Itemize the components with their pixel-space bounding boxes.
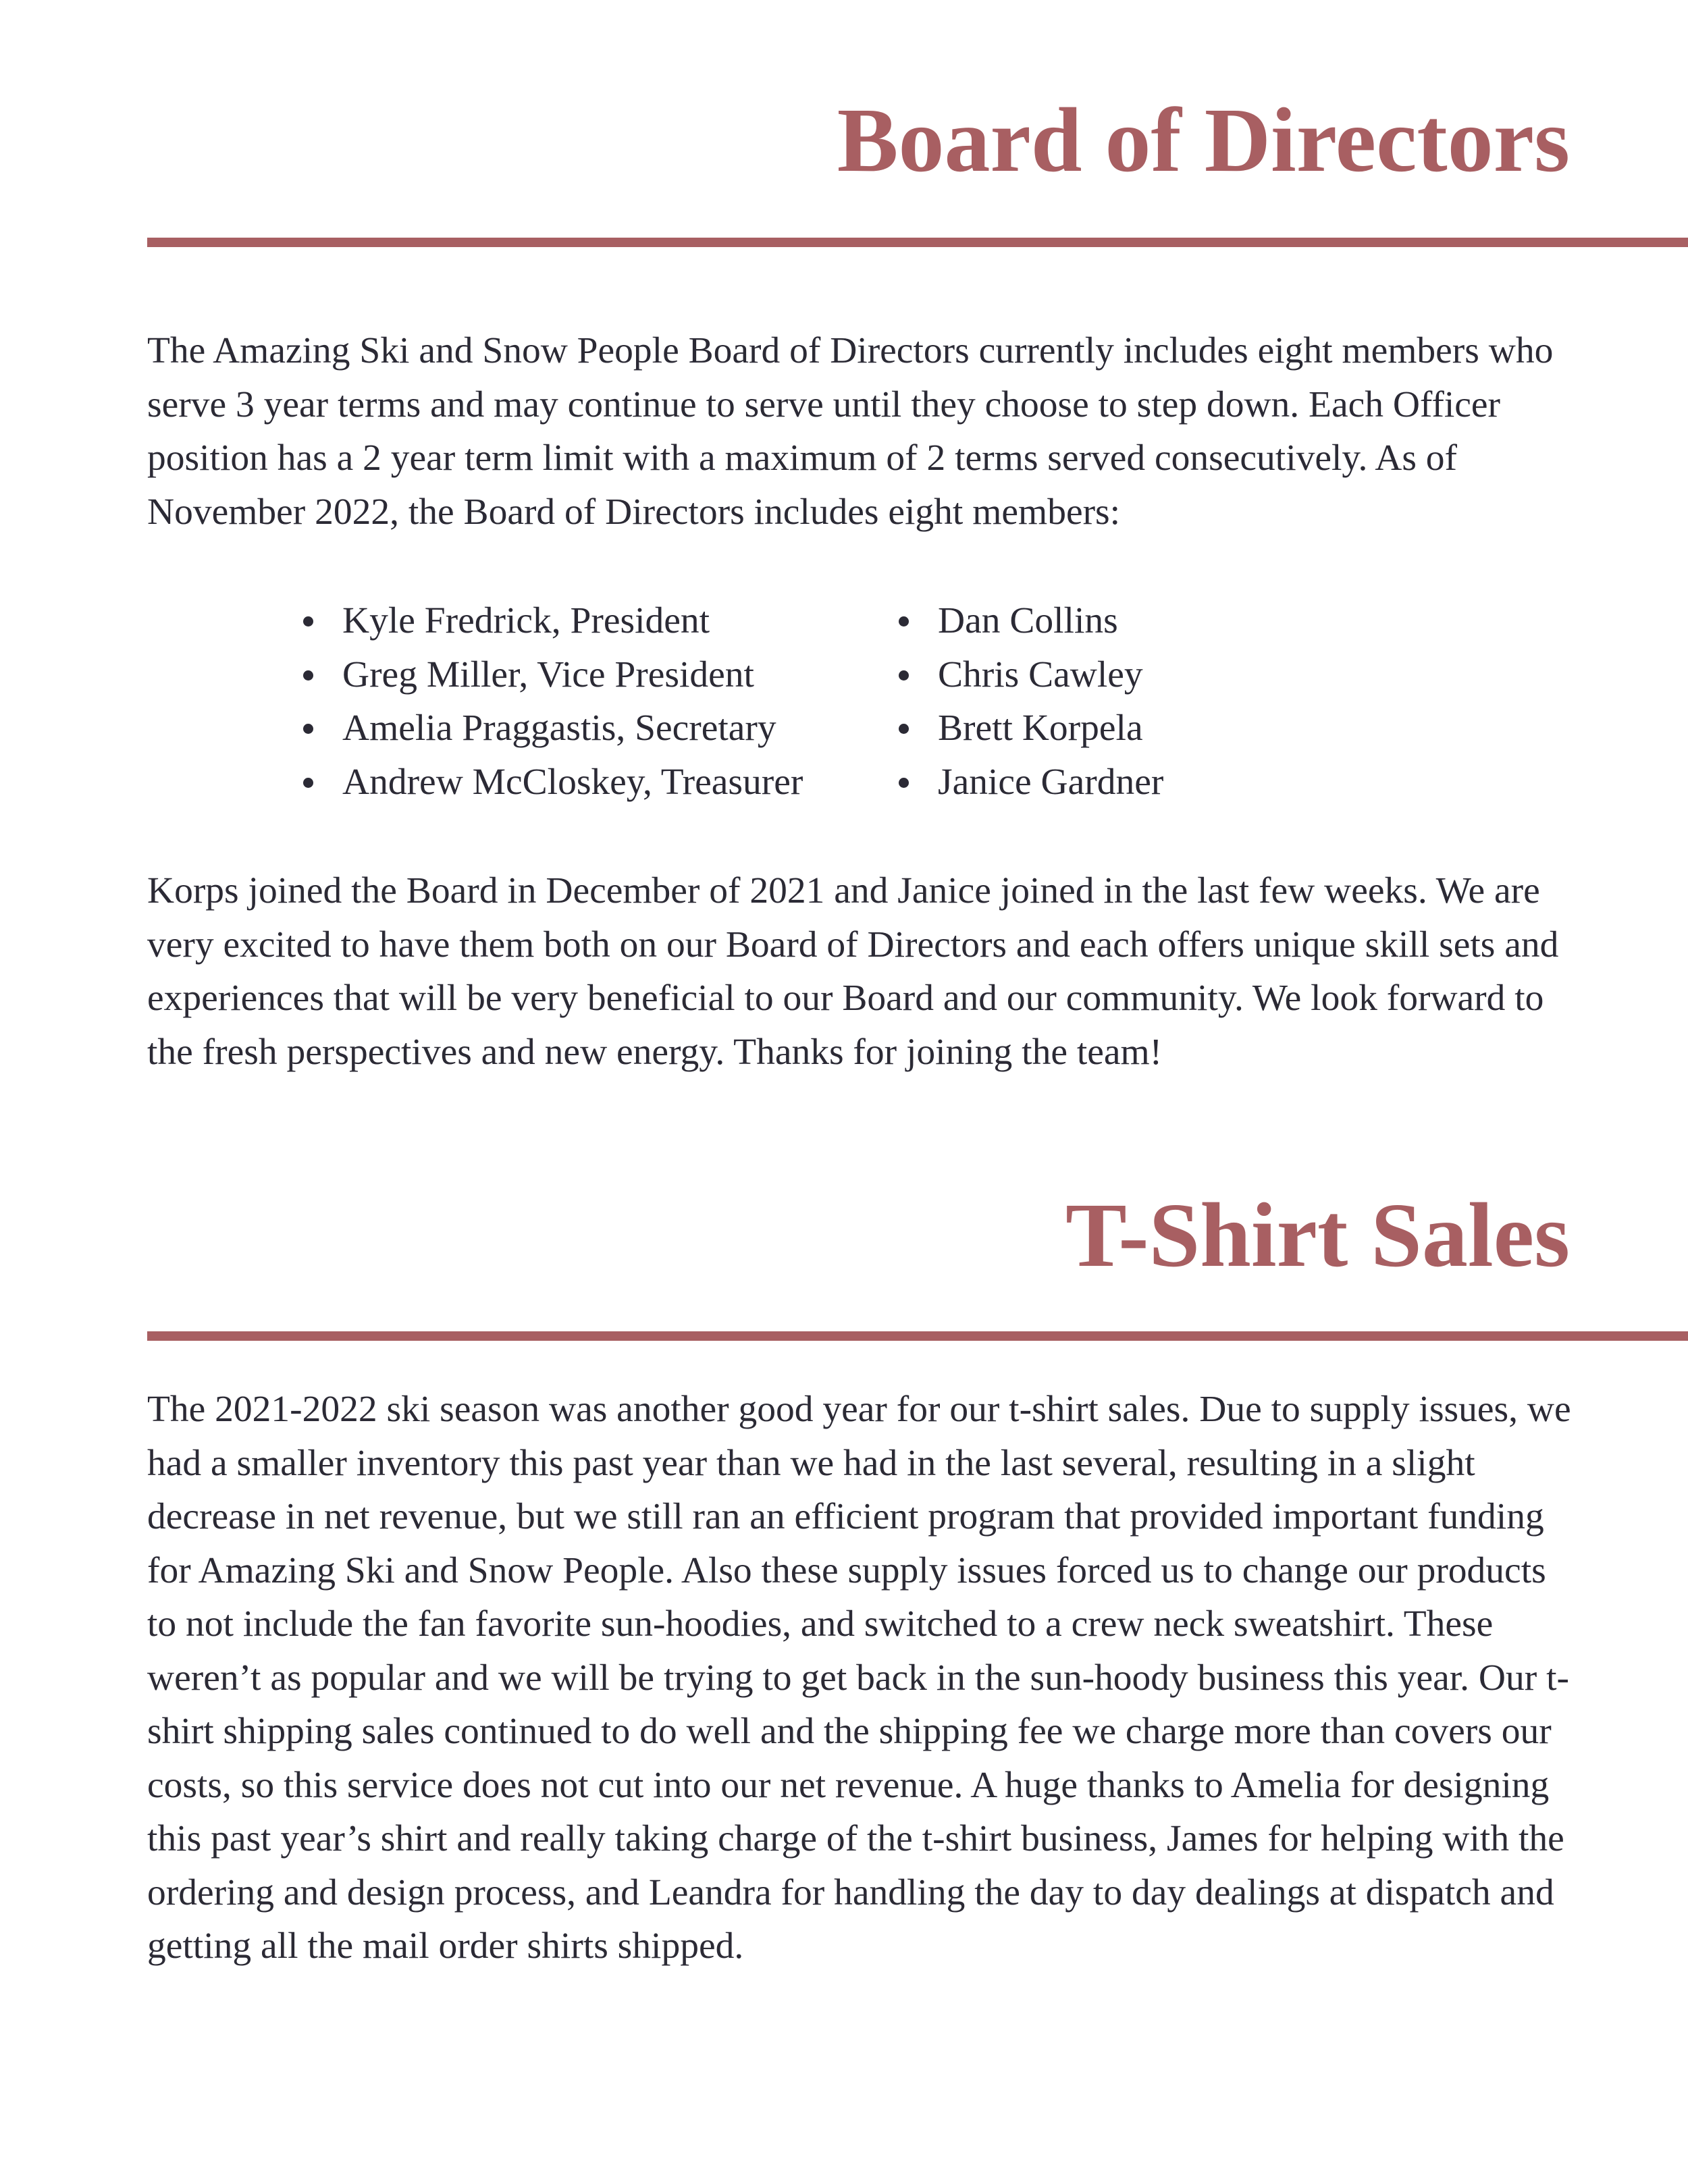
bullet-icon <box>899 616 909 627</box>
tshirt-body-paragraph: The 2021-2022 ski season was another good year for our t-shirt sales. Due to supply issues, we had a smaller inventory this past year than we had in the last several, resulting in a slight decrease in net revenue, but we still ran an efficient program that provided important funding for Amazing Ski and Snow People. Also these supply issues forced us to change our products to not include the fan favorite sun-hoodies, and switched to a crew neck sweatshirt. These weren’t as popular and we will be trying to get back in the sun-hoody business this year. Our t-shirt shipping sales continued to do well and the shipping fee we charge more than covers our costs, so this service does not cut into our net revenue. A huge thanks to Amelia for designing this past year’s shirt and really taking charge of the t-shirt business, James for helping with the ordering and design process, and Leandra for handling the day to day dealings at dispatch and getting all the mail order shirts shipped. <box>147 1389 1571 1967</box>
bullet-icon <box>899 778 909 788</box>
board-members-list-right <box>896 594 1163 809</box>
board-section-divider <box>147 238 1688 247</box>
bullet-icon <box>899 724 909 734</box>
list-item <box>896 755 1163 809</box>
member-name: Chris Cawley <box>938 654 1143 695</box>
list-item <box>300 594 803 648</box>
list-item <box>896 648 1163 702</box>
member-name: Kyle Fredrick, President <box>342 600 710 641</box>
member-name: Janice Gardner <box>938 761 1164 803</box>
member-name: Amelia Praggastis, Secretary <box>342 708 776 749</box>
bullet-icon <box>303 778 313 788</box>
member-name: Andrew McCloskey, Treasurer <box>342 761 803 803</box>
bullet-icon <box>303 616 313 627</box>
list-item <box>896 594 1163 648</box>
member-name: Greg Miller, Vice President <box>342 654 754 695</box>
board-welcome-paragraph: Korps joined the Board in December of 2021 and Janice joined in the last few weeks. We are very excited to have them both on our Board of Directors and each offers unique skill sets and experiences that will be very beneficial to our Board and our community. We look forward to the fresh perspectives and new energy. Thanks for joining the team! <box>147 870 1559 1073</box>
member-name: Brett Korpela <box>938 708 1143 749</box>
board-members-list-left <box>300 594 803 809</box>
board-section-title: Board of Directors <box>837 90 1570 191</box>
list-item <box>300 755 803 809</box>
list-item <box>896 701 1163 755</box>
bullet-icon <box>303 724 313 734</box>
list-item <box>300 648 803 702</box>
list-item <box>300 701 803 755</box>
member-name: Dan Collins <box>938 600 1118 641</box>
tshirt-section-title: T-Shirt Sales <box>1065 1185 1570 1286</box>
bullet-icon <box>899 670 909 681</box>
tshirt-section-divider <box>147 1331 1688 1341</box>
board-intro-paragraph: The Amazing Ski and Snow People Board of Directors currently includes eight members who serve 3 year terms and may continue to serve until they choose to step down. Each Officer position has a 2 year term limit with a maximum of 2 terms served consecutively. As of November 2022, the Board of Directors includes eight members: <box>147 330 1554 533</box>
bullet-icon <box>303 670 313 681</box>
